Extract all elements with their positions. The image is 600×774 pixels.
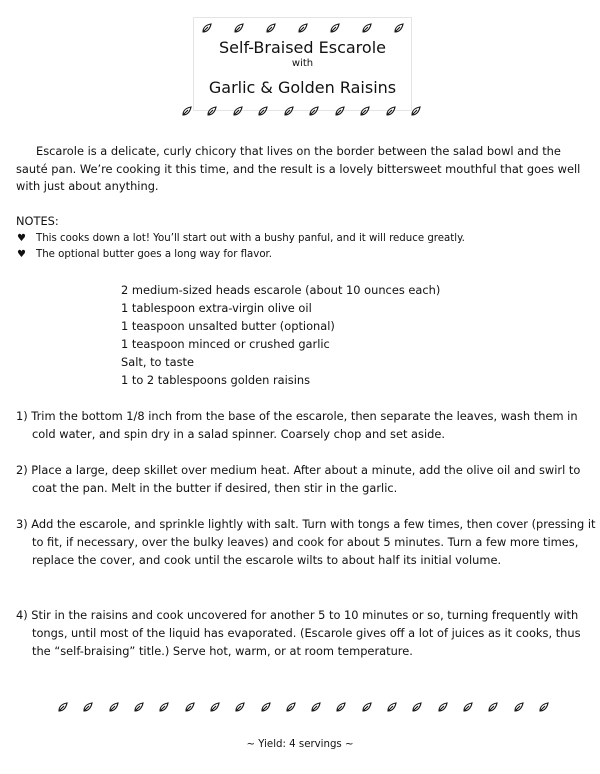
heart-icon: ♥ [17,233,26,244]
note-text: This cooks down a lot! You’ll start out with a bushy panful, and it will reduce greatly. [36,233,465,244]
step-4: 4) Stir in the raisins and cook uncovered for another 5 to 10 minutes or so, turning frequently with tongs, until most of the liquid has evaporated. (Escarole gives off a lot of juices as it cooks, thus the “self-braising” title.) Serve hot, warm, or at room temperature. [16,608,581,659]
leaf-icon [260,702,271,713]
intro-paragraph: Escarole is a delicate, curly chicory that lives on the border between the salad bowl and the sauté pan. We’re cooking it this time, and the result is a lovely bittersweet mouthful that goes well with just about anything. [16,144,581,193]
leaf-icon [462,702,473,713]
step-2: 2) Place a large, deep skillet over medium heat. After about a minute, add the olive oil and swirl to coat the pan. Melt in the butter if desired, then stir in the garlic. [16,463,581,496]
ingredient-item: 1 teaspoon minced or crushed garlic [121,337,330,351]
ingredient-item: 1 to 2 tablespoons golden raisins [121,373,311,387]
leaf-icon [257,106,268,117]
step-1: 1) Trim the bottom 1/8 inch from the base of the escarole, then separate the leaves, wash them in cold water, and spin dry in a salad spinner. Coarsely chop and set aside. [16,409,578,442]
note-item [16,247,586,263]
leaf-icon [181,106,192,117]
step-3: 3) Add the escarole, and sprinkle lightly with salt. Turn with tongs a few times, then cover (pressing it to fit, if necessary, over the bulky leaves) and cook for about 5 minutes. Turn a few more times, replace the cover, and cook until the escarole wilts to about half its initial volume. [16,517,596,568]
recipe-title-line-1: Self-Braised Escarole [219,38,386,57]
leaf-icon [133,702,144,713]
leaf-icon [513,702,524,713]
leaf-icon [487,702,498,713]
leaf-icon [108,702,119,713]
leaf-icon [308,106,319,117]
leaf-icon [233,23,244,34]
leaf-icon [265,23,276,34]
leaf-icon [285,702,296,713]
ingredient-item: 2 medium-sized heads escarole (about 10 ounces each) [121,283,441,297]
leaf-icon [209,702,220,713]
leaf-icon [361,23,372,34]
ingredient-item: Salt, to taste [121,355,194,369]
recipe-title-line-3: Garlic & Golden Raisins [208,78,397,97]
leaf-icon [410,106,421,117]
leaf-icon [57,702,68,713]
note-text: The optional butter goes a long way for flavor. [36,249,273,260]
leaf-icon [361,702,372,713]
leaf-icon [297,23,308,34]
ingredient-item: 1 tablespoon extra-virgin olive oil [121,301,312,315]
leaf-icon [201,23,212,34]
leaf-icon [411,702,422,713]
ingredients-list [121,281,440,389]
leaf-icon [329,23,340,34]
leaf-icon [82,702,93,713]
notes-list [16,231,586,263]
leaf-icon [437,702,448,713]
leaf-icon [386,702,397,713]
notes-heading: NOTES: [16,214,59,228]
leaf-icon [283,106,294,117]
heart-icon: ♥ [17,249,26,260]
leaf-icon [393,23,404,34]
yield-text: ~ Yield: 4 servings ~ [246,739,354,750]
leaf-icon [184,702,195,713]
ingredient-item: 1 teaspoon unsalted butter (optional) [121,319,335,333]
leaf-icon [359,106,370,117]
title-bottom-ornament [181,106,421,117]
note-item [16,231,586,247]
leaf-icon [206,106,217,117]
leaf-icon [310,702,321,713]
leaf-icon [234,702,245,713]
leaf-icon [334,106,345,117]
recipe-title-line-2: with [291,58,314,69]
title-box [193,17,412,111]
leaf-icon [158,702,169,713]
leaf-icon [335,702,346,713]
bottom-ornament [57,702,549,713]
leaf-icon [385,106,396,117]
leaf-icon [232,106,243,117]
leaf-icon [538,702,549,713]
title-top-ornament [201,23,404,34]
